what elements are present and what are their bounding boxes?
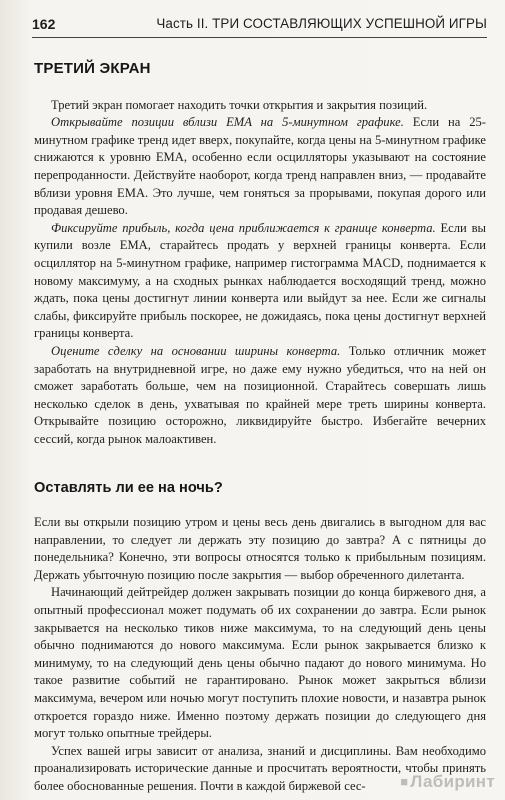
section-heading-third-screen: ТРЕТИЙ ЭКРАН xyxy=(34,60,151,77)
paragraph: Успех вашей игры зависит от анализа, знаний и дисциплины. Вам необходимо проанализировать исторические данные и просчитать вероятности, чтобы принять более обоснованные решения. Почти в каждой биржевой сес- xyxy=(34,743,486,793)
paragraph xyxy=(34,114,486,220)
paragraph-lead-italic: Открывайте позиции вблизи EMA на 5-минутном графике. xyxy=(51,115,404,130)
paragraph xyxy=(34,220,486,343)
paragraph xyxy=(34,343,486,449)
paragraph-body: Только отличник может заработать на внутридневной игре, но даже ему нужно убедиться, что на ней он сможет заработать больше, чем на позиционной. Старайтесь совершать лишь несколько сделок в день, ухватывая по крайней мере треть ширины конверта. Открывайте позицию осторожно, ликвидируйте быстро. Избегайте вечерних сессий, когда рынок малоактивен. xyxy=(34,343,486,446)
paragraph: Третий экран помогает находить точки открытия и закрытия позиций. xyxy=(51,97,428,112)
running-title: Часть II. ТРИ СОСТАВЛЯЮЩИХ УСПЕШНОЙ ИГРЫ xyxy=(156,16,487,31)
paragraph: Если вы открыли позицию утром и цены весь день двигались в выгодном для вас направлении, то следует ли держать эту позицию до завтра? А с пятницы до понедельника? Конечно, эти вопросы относятся только к прибыльным позициям. Держать убыточную позицию после закрытия — выбор обреченного дилетанта. xyxy=(34,515,486,582)
paragraph-body: Если на 25-минутном графике тренд идет вверх, покупайте, когда цены на 5-минутном графике снижаются к уровню EMA, особенно если осцилляторы указывают на состояние перепроданности. Действуйте наоборот, когда тренд направлен вниз, — продавайте вблизи уровня EMA. Это лучше, чем гоняться за прорывами, покупая дорого или продавая дешево. xyxy=(34,115,486,218)
paragraph: Начинающий дейтрейдер должен закрывать позиции до конца биржевого дня, а опытный профессионал может подумать об их сохранении до завтра. Если рынок закрывается на несколько тиков ниже максимума, то на следующий день цены обычно поднимаются до нового максимума. Если рынок закрывается близко к минимуму, то на следующий день цены обычно падают до нового минимума. Но такое развитие событий не гарантировано. Рынок может закрыться вблизи максимума, вечером или ночью могут поступить плохие новости, и назавтра рынок откроется гораздо ниже. Именно поэтому держать позиции до следующего дня могут только опытные трейдеры. xyxy=(34,585,486,741)
watermark xyxy=(400,772,495,792)
page-header xyxy=(32,14,487,34)
section-heading-overnight: Оставлять ли ее на ночь? xyxy=(34,480,223,497)
page-content xyxy=(34,60,486,796)
page-number: 162 xyxy=(32,16,56,32)
watermark-text: Лабиринт xyxy=(410,772,495,791)
paragraph-body: Если вы купили возле EMA, старайтесь продать у верхней границы конверта. Если осциллятор на 5-минутном графике, например гистограмма MACD, поднимается к новому максимуму, а на сходных рынках наблюдается восходящий тренд, можно ждать, пока цены достигнут линии конверта или выйдут за нее. Если же сигналы слабы, фиксируйте прибыль поскорее, не дожидаясь, пока цены достигнут верхней границы конверта. xyxy=(34,220,487,341)
paragraph-lead-italic: Фиксируйте прибыль, когда цена приближается к границе конверта. xyxy=(51,220,436,235)
paragraph-lead-italic: Оцените сделку на основании ширины конверта. xyxy=(51,343,341,358)
book-icon: ■ xyxy=(400,774,409,789)
header-rule xyxy=(32,37,487,38)
